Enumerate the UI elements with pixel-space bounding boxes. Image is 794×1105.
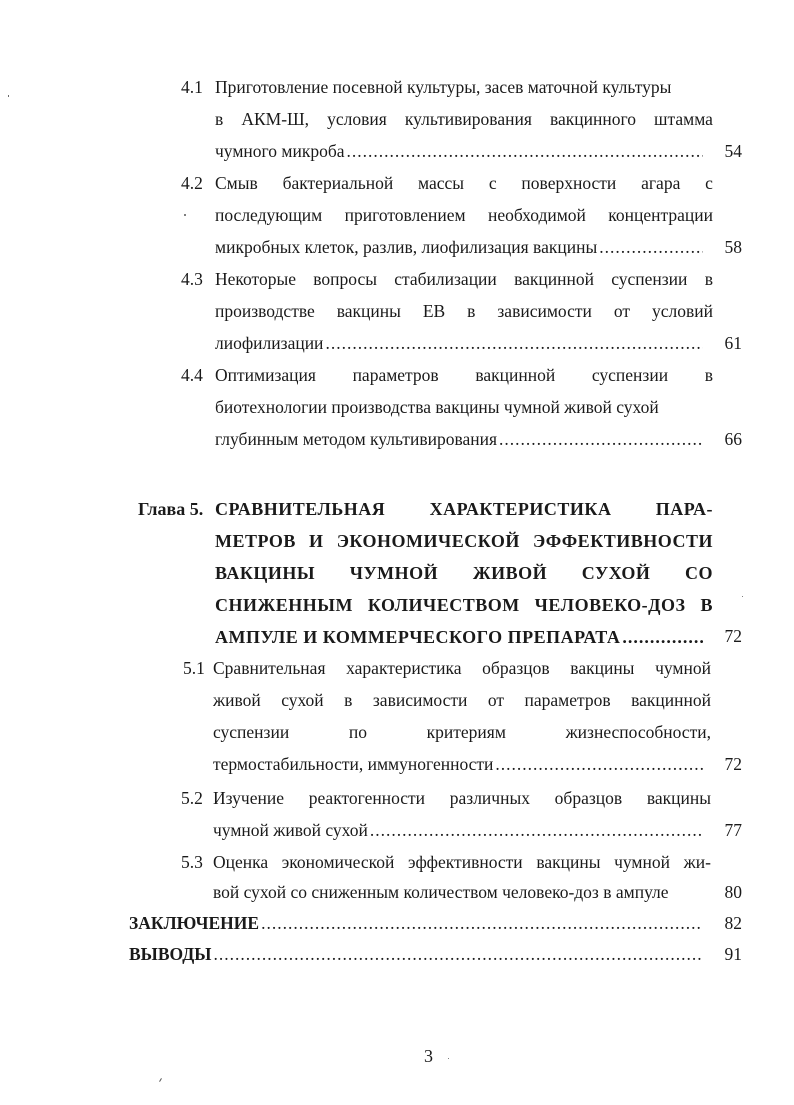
toc-4-3-line-1: Некоторые вопросы стабилизации вакцинной суспензии в [215,269,713,289]
page-ref-5-2: 77 [724,820,742,840]
chapter-5-title-line-4: СНИЖЕННЫМ КОЛИЧЕСТВОМ ЧЕЛОВЕКО-ДОЗ В [215,595,713,615]
leader-dots [499,431,703,449]
toc-4-3-line-3: лиофилизации ..... [215,335,705,353]
toc-5-1-line-1: Сравнительная характеристика образцов вакцины чумной [213,658,711,678]
page-ref-5-1: 72 [724,754,742,774]
toc-5-1-line-3: суспензии по критериям жизнеспособности, [213,722,711,742]
scan-speck [159,1078,162,1082]
toc-5-1-line-4: термостабильности, иммуногенности ..... [213,756,705,774]
page-ref-4-2: 58 [724,237,742,257]
section-number-5-3: 5.3 [181,852,203,872]
toc-5-2-line-1: Изучение реактогенности различных образцов вакцины [213,788,711,808]
section-number-4-3: 4.3 [181,269,203,289]
leader-dots [347,143,704,161]
section-number-4-1: 4.1 [181,77,203,97]
toc-5-2-line-2: чумной живой сухой ..... [213,822,705,840]
scan-speck [448,1058,449,1059]
section-number-4-4: 4.4 [181,365,203,385]
toc-4-1-line-2: в АКМ-Ш, условия культивирования вакцинного штамма [215,109,713,129]
toc-5-1-line-2: живой сухой в зависимости от параметров вакцинной [213,690,711,710]
page-ref-4-3: 61 [724,333,742,353]
chapter-5-title-line-2: МЕТРОВ И ЭКОНОМИЧЕСКОЙ ЭФФЕКТИВНОСТИ [215,531,713,551]
page-ref-4-4: 66 [724,429,742,449]
leader-dots [599,239,703,257]
toc-4-3-line-2: производстве вакцины ЕВ в зависимости от условий [215,301,713,321]
toc-4-2-line-1: Смыв бактериальной массы с поверхности агара с [215,173,713,193]
scan-speck [184,214,186,216]
section-number-5-1: 5.1 [183,658,205,678]
chapter-5-title-line-1: СРАВНИТЕЛЬНАЯ ХАРАКТЕРИСТИКА ПАРА- [215,499,713,519]
page-number: 3 [424,1046,433,1066]
chapter-5-title-line-5: АМПУЛЕ И КОММЕРЧЕСКОГО ПРЕПАРАТА ..... [215,628,705,646]
page-ref-chapter-5: 72 [724,626,742,646]
toc-5-3-line-2: вой сухой со сниженным количеством человеко-доз в ампуле [213,882,669,902]
leader-dots [325,335,703,353]
chapter-5-title-line-3: ВАКЦИНЫ ЧУМНОЙ ЖИВОЙ СУХОЙ СО [215,563,713,583]
section-number-5-2: 5.2 [181,788,203,808]
toc-4-4-line-2: биотехнологии производства вакцины чумной живой сухой [215,397,659,417]
toc-4-1-line-1: Приготовление посевной культуры, засев маточной культуры [215,77,672,97]
chapter-5-label: Глава 5. [138,499,204,519]
toc-5-3-line-1: Оценка экономической эффективности вакцины чумной жи- [213,852,711,872]
toc-conclusion: ЗАКЛЮЧЕНИЕ ..... [129,915,705,933]
toc-findings: ВЫВОДЫ ..... [129,946,705,964]
leader-dots [261,915,703,933]
scan-speck [742,596,743,597]
page-ref-conclusion: 82 [724,913,742,933]
toc-4-2-line-2: последующим приготовлением необходимой концентрации [215,205,713,225]
toc-4-4-line-1: Оптимизация параметров вакцинной суспензии в [215,365,713,385]
page-ref-4-1: 54 [724,141,742,161]
leader-dots [370,822,703,840]
leader-dots [495,756,703,774]
page-ref-findings: 91 [724,944,742,964]
toc-4-2-line-3: микробных клеток, разлив, лиофилизация вакцины ..... [215,239,705,257]
toc-4-1-line-3: чумного микроба ..... [215,143,705,161]
leader-dots [214,946,704,964]
scan-speck [8,95,9,97]
toc-4-4-line-3: глубинным методом культивирования ..... [215,431,705,449]
page-ref-5-3: 80 [724,882,742,902]
leader-dots [622,628,703,646]
section-number-4-2: 4.2 [181,173,203,193]
